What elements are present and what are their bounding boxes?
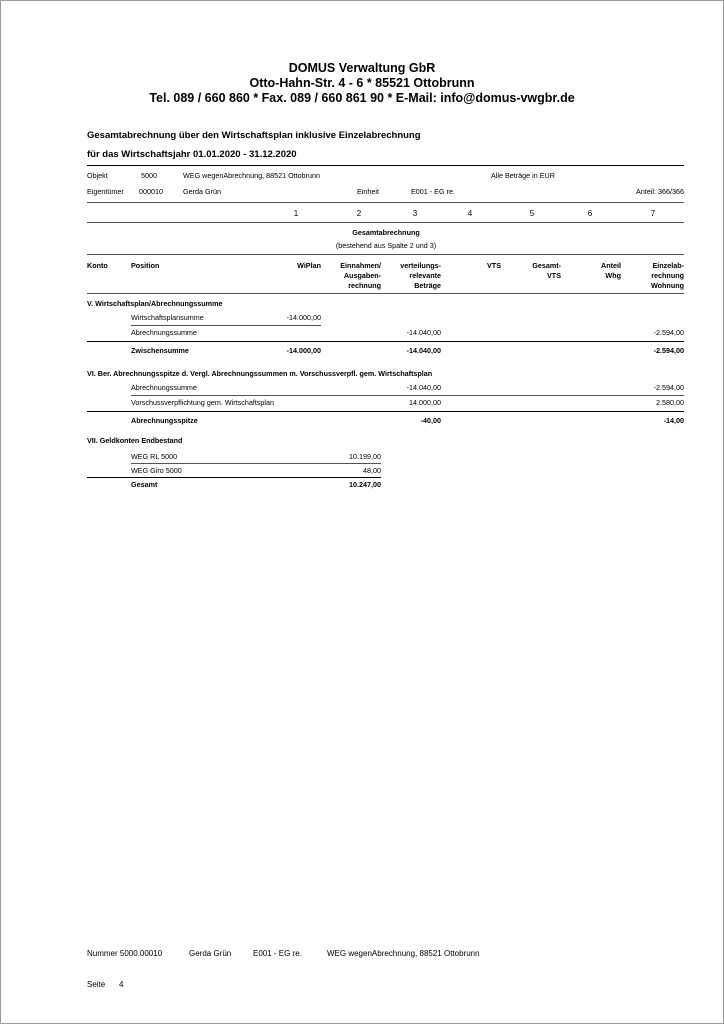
row-value-einzel: 2.580,00 xyxy=(656,398,684,407)
sum-value-verteil: -14.040,00 xyxy=(406,346,441,355)
row-value-einzel: -2.594,00 xyxy=(653,328,684,337)
col-number-4: 4 xyxy=(467,209,473,218)
footer-nummer: Nummer 5000.00010 xyxy=(87,949,163,958)
header-einzel-3: Wohnung xyxy=(651,281,684,290)
header-verteil-2: relevante xyxy=(409,271,441,280)
row-label-zwischensumme: Zwischensumme xyxy=(131,346,189,355)
section-title-vii: VII. Geldkonten Endbestand xyxy=(87,436,183,445)
eigentuemer-name: Gerda Grün xyxy=(183,187,221,196)
footer-seite-label: Seite xyxy=(87,980,106,989)
rule-group xyxy=(87,254,684,255)
group-title: Gesamtabrechnung xyxy=(352,228,420,237)
company-name: DOMUS Verwaltung GbR xyxy=(288,61,436,75)
header-verteil-1: verteilungs- xyxy=(400,261,441,270)
footer-seite-number: 4 xyxy=(119,980,124,989)
header-einzel-2: rechnung xyxy=(651,271,684,280)
rule-total xyxy=(87,477,381,478)
row-label-abrechnungssumme: Abrechnungssumme xyxy=(131,328,197,337)
company-contact: Tel. 089 / 660 860 * Fax. 089 / 660 861 90 * E-Mail: info@domus-vwgbr.de xyxy=(149,91,575,105)
rule-meta xyxy=(87,202,684,203)
col-number-5: 5 xyxy=(529,209,535,218)
row-value-wiplan: -14.000,00 xyxy=(286,313,321,322)
header-anteil-2: Whg xyxy=(605,271,621,280)
row-label-weg-rl: WEG RL 5000 xyxy=(131,452,178,461)
einheit-label: Einheit xyxy=(357,187,379,196)
sum-value-gesamt: 10.247,00 xyxy=(349,480,381,489)
header-vts: VTS xyxy=(487,261,501,270)
row-rule xyxy=(131,463,381,464)
header-wiplan: WiPlan xyxy=(297,261,321,270)
objekt-number: 5000 xyxy=(141,171,157,180)
row-label-vorschussverpflichtung: Vorschussverpflichtung gem. Wirtschaftsplan xyxy=(131,398,275,407)
footer-einheit: E001 - EG re. xyxy=(253,949,302,958)
row-label-weg-giro: WEG Giro 5000 xyxy=(131,466,182,475)
anteil-value: Anteil: 366/366 xyxy=(636,187,684,196)
header-einzel-1: Einzelab- xyxy=(652,261,684,270)
row-value-einzel: -2.594,00 xyxy=(653,383,684,392)
section-title-v: V. Wirtschaftsplan/Abrechnungssumme xyxy=(87,299,223,308)
row-value-weg-giro: 48,00 xyxy=(363,466,381,475)
group-subtitle: (bestehend aus Spalte 2 und 3) xyxy=(335,241,437,250)
rule-subtotal xyxy=(87,341,684,342)
header-gesamt-vts-2: VTS xyxy=(547,271,561,280)
col-number-1: 1 xyxy=(293,209,299,218)
col-number-2: 2 xyxy=(356,209,362,218)
einheit-value: E001 - EG re. xyxy=(411,187,455,196)
row-label-wirtschaftsplansumme: Wirtschaftsplansumme xyxy=(131,313,204,322)
header-einnahmen-3: rechnung xyxy=(348,281,381,290)
sum-value-einzel: -2.594,00 xyxy=(653,346,684,355)
header-einnahmen-1: Einnahmen/ xyxy=(340,261,381,270)
col-number-6: 6 xyxy=(587,209,593,218)
col-number-3: 3 xyxy=(412,209,418,218)
doc-period: für das Wirtschaftsjahr 01.01.2020 - 31.12.2020 xyxy=(87,149,297,160)
row-value-weg-rl: 10.199,00 xyxy=(349,452,381,461)
section-title-vi: VI. Ber. Abrechnungsspitze d. Vergl. Abrechnungssummen m. Vorschussverpfl. gem. Wirtschaftsplan xyxy=(87,369,433,378)
company-address: Otto-Hahn-Str. 4 - 6 * 85521 Ottobrunn xyxy=(249,76,475,90)
col-number-7: 7 xyxy=(650,209,656,218)
footer-name: Gerda Grün xyxy=(189,949,232,958)
rule-headers xyxy=(87,293,684,294)
row-label-gesamt: Gesamt xyxy=(131,480,158,489)
doc-title: Gesamtabrechnung über den Wirtschaftsplan inklusive Einzelabrechnung xyxy=(87,130,421,141)
objekt-label: Objekt xyxy=(87,171,108,180)
row-rule xyxy=(131,325,321,326)
sum-value-verteil: -40,00 xyxy=(420,416,441,425)
sum-value-wiplan: -14.000,00 xyxy=(286,346,321,355)
header-konto: Konto xyxy=(87,261,108,270)
rule-top xyxy=(87,165,684,166)
row-value-verteil: 14.000,00 xyxy=(409,398,441,407)
row-label-abrechnungsspitze: Abrechnungsspitze xyxy=(131,416,198,425)
footer-objekt: WEG wegenAbrechnung, 88521 Ottobrunn xyxy=(327,949,480,958)
sum-value-einzel: -14,00 xyxy=(663,416,684,425)
row-value-verteil: -14.040,00 xyxy=(406,383,441,392)
currency-note: Alle Beträge in EUR xyxy=(491,171,555,180)
objekt-name: WEG wegenAbrechnung, 88521 Ottobrunn xyxy=(183,171,321,180)
header-position: Position xyxy=(131,261,160,270)
header-anteil-1: Anteil xyxy=(601,261,621,270)
row-label-abrechnungssumme: Abrechnungssumme xyxy=(131,383,197,392)
rule-subtotal xyxy=(87,411,684,412)
row-value-verteil: -14.040,00 xyxy=(406,328,441,337)
row-rule xyxy=(131,395,684,396)
header-verteil-3: Beträge xyxy=(414,281,441,290)
rule-colnums xyxy=(87,222,684,223)
eigentuemer-number: 000010 xyxy=(139,187,163,196)
header-gesamt-vts-1: Gesamt- xyxy=(532,261,561,270)
eigentuemer-label: Eigentümer xyxy=(87,187,124,196)
header-einnahmen-2: Ausgaben- xyxy=(343,271,381,280)
